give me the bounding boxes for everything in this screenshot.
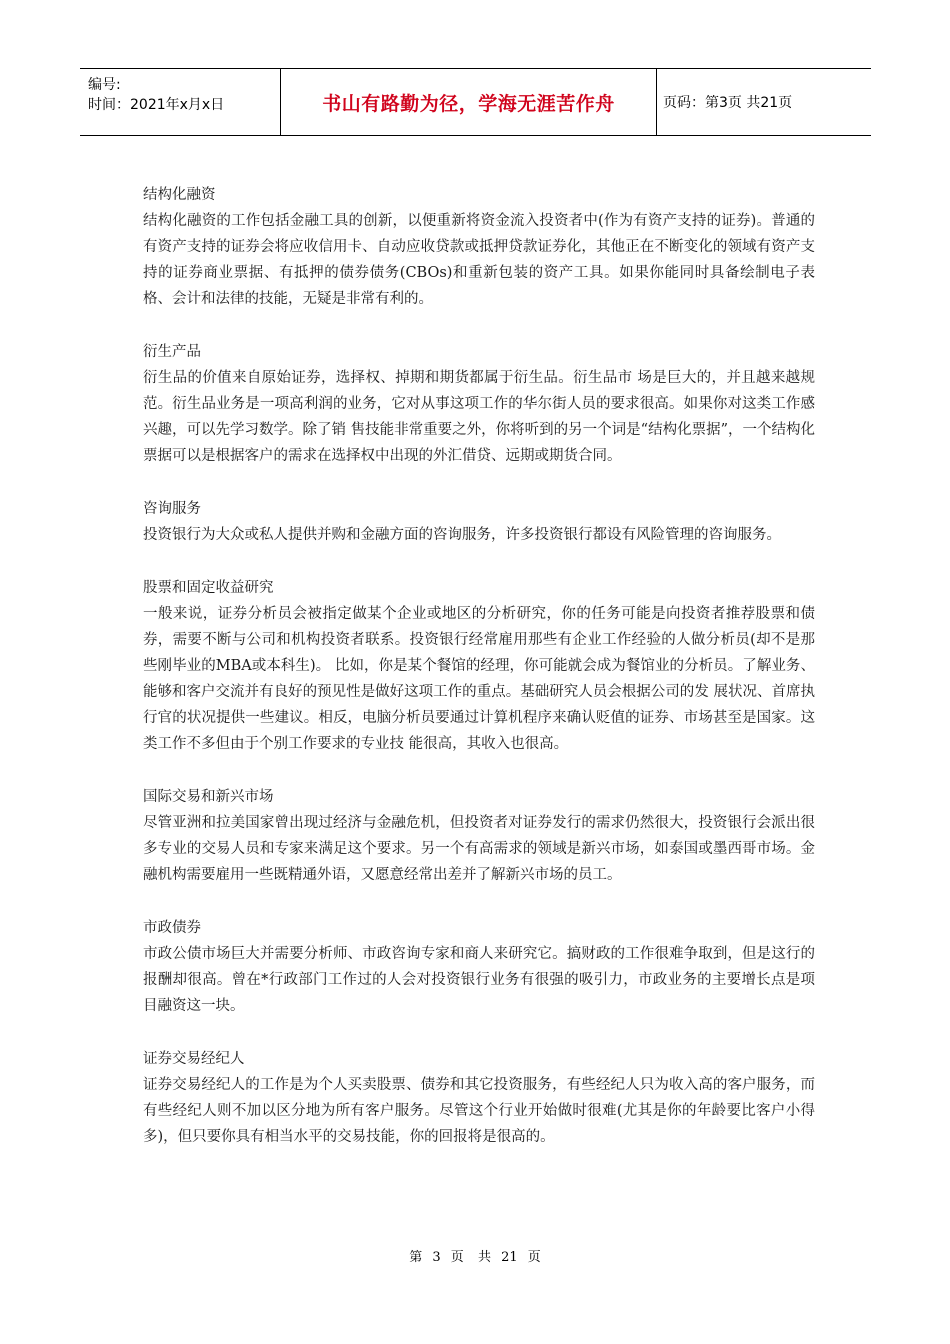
page-header: [80, 68, 871, 136]
section-paragraph: 尽管亚洲和拉美国家曾出现过经济与金融危机，但投资者对证券发行的需求仍然很大，投资银行会派出很多专业的交易人员和专家来满足这个要求。另一个有高需求的领域是新兴市场，如泰国或墨西哥市场。金融机构需要雇用一些既精通外语，又愿意经常出差并了解新兴市场的员工。: [143, 815, 815, 883]
section-title: 证券交易经纪人: [143, 1051, 245, 1067]
section-paragraph: 结构化融资的工作包括金融工具的创新，以便重新将资金流入投资者中(作为有资产支持的证券)。普通的有资产支持的证券会将应收信用卡、自动应收贷款或抵押贷款证券化，其他正在不断变化的领域有资产支持的证券商业票据、有抵押的债券债务(CBOs)和重新包装的资产工具。如果你能同时具备绘制电子表格、会计和法律的技能，无疑是非常有利的。: [143, 213, 815, 307]
header-motto: 书山有路勤为径，学海无涯苦作舟: [281, 69, 657, 135]
document-number-label: 编号:: [88, 77, 121, 93]
footer-total-label: 共: [477, 1250, 491, 1265]
footer-total-unit: 页: [527, 1250, 541, 1265]
section-municipal-bonds: [143, 915, 815, 1019]
section-paragraph: 市政公债市场巨大并需要分析师、市政咨询专家和商人来研究它。搞财政的工作很难争取到，但是这行的报酬却很高。曾在*行政部门工作过的人会对投资银行业务有很强的吸引力，市政业务的主要增长点是项目融资这一块。: [143, 946, 815, 1014]
footer-page-label: 第: [409, 1250, 423, 1265]
section-title: 股票和固定收益研究: [143, 580, 274, 596]
section-paragraph: 一般来说，证券分析员会被指定做某个企业或地区的分析研究，你的任务可能是向投资者推荐股票和债券，需要不断与公司和机构投资者联系。投资银行经常雇用那些有企业工作经验的人做分析员(却不是那些刚毕业的MBA或本科生)。 比如，你是某个餐馆的经理，你可能就会成为餐馆业的分析员。了解业务、能够和客户交流并有良好的预见性是做好这项工作的重点。基础研究人员会根据公司的发 展状况、首席执行官的状况提供一些建议。相反，电脑分析员要通过计算机程序来确认贬值的证券、市场甚至是国家。这类工作不多但由于个别工作要求的专业技 能很高，其收入也很高。: [143, 606, 815, 752]
section-paragraph: 衍生品的价值来自原始证券，选择权、掉期和期货都属于衍生品。衍生品市 场是巨大的，并且越来越规范。衍生品业务是一项高利润的业务，它对从事这项工作的华尔街人员的要求很高。如果你对这类工作感兴趣，可以先学习数学。除了销 售技能非常重要之外，你将听到的另一个词是“结构化票据”，一个结构化票据可以是根据客户的需求在选择权中出现的外汇借贷、远期或期货合同。: [143, 370, 815, 464]
document-body: [143, 182, 815, 1177]
footer-page-unit: 页: [450, 1250, 464, 1265]
section-brokers: [143, 1046, 815, 1150]
footer-total-pages: 21: [501, 1250, 518, 1265]
document-date: 时间：2021年x月x日: [88, 97, 225, 113]
section-title: 市政债券: [143, 920, 201, 936]
section-paragraph: 证券交易经纪人的工作是为个人买卖股票、债券和其它投资服务，有些经纪人只为收入高的客户服务，而有些经纪人则不加以区分地为所有客户服务。尽管这个行业开始做时很难(尤其是你的年龄要比客户小得多)，但只要你具有相当水平的交易技能，你的回报将是很高的。: [143, 1077, 815, 1145]
section-paragraph: 投资银行为大众或私人提供并购和金融方面的咨询服务，许多投资银行都设有风险管理的咨询服务。: [143, 527, 781, 543]
section-title: 结构化融资: [143, 187, 216, 203]
footer-page-number: 3: [432, 1250, 441, 1265]
section-title: 咨询服务: [143, 501, 201, 517]
header-meta: [80, 69, 281, 135]
section-structured-finance: [143, 182, 815, 312]
header-page-info: 页码：第3页 共21页: [663, 95, 793, 111]
section-equity-research: [143, 575, 815, 757]
section-advisory: [143, 496, 815, 548]
section-international-trading: [143, 784, 815, 888]
section-title: 衍生产品: [143, 344, 201, 360]
section-derivatives: [143, 339, 815, 469]
page-footer: [0, 1246, 950, 1265]
section-title: 国际交易和新兴市场: [143, 789, 274, 805]
